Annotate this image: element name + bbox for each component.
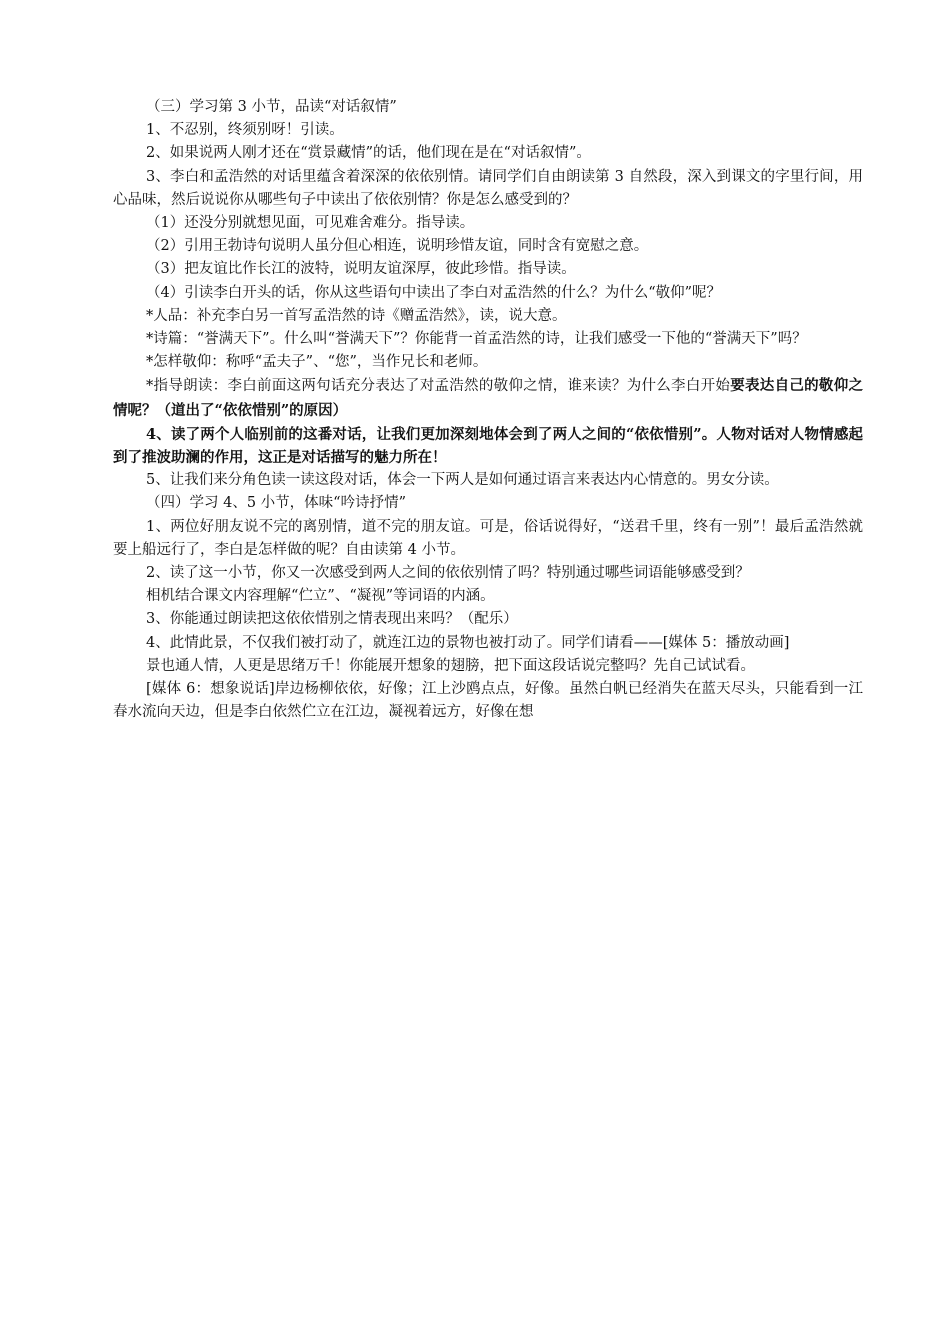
note-respect: *怎样敬仰：称呼“孟夫子”、“您”，当作兄长和老师。 — [146, 354, 488, 371]
paragraph-10: 4、此情此景，不仅我们被打动了，就连江边的景物也被打动了。同学们请看——[媒体 5：播放动画] — [146, 634, 790, 651]
document-page — [113, 96, 863, 724]
paragraph-11: 景也通人情，人更是思绪万千！你能展开想象的翅膀，把下面这段话说完整吗？先自己试试看。 — [146, 657, 755, 674]
reading-guide-bold-text: 要表达自己的敬仰之情呢？（道出了“依依惜别”的原因） — [113, 377, 864, 419]
sub-item-1: （1）还没分别就想见面，可见难舍难分。指导读。 — [146, 215, 475, 232]
paragraph-6: 1、两位好朋友说不完的离别情，道不完的朋友谊。可是，俗话说得好，“送君千里，终有一别”！最后孟浩然就要上船远行了，李白是怎样做的呢？自由读第 4 小节。 — [113, 518, 863, 558]
section-heading-4: （四）学习 4、5 小节，体味“吟诗抒情” — [146, 495, 406, 512]
paragraph-9: 3、你能通过朗读把这依依惜别之情表现出来吗？（配乐） — [146, 611, 518, 628]
sub-item-2: （2）引用王勃诗句说明人虽分但心相连，说明珍惜友谊，同时含有宽慰之意。 — [146, 238, 649, 255]
paragraph-7: 2、读了这一小节，你又一次感受到两人之间的依依别情了吗？特别通过哪些词语能够感受到？ — [146, 565, 750, 582]
reading-guide-text: *指导朗读：李白前面这两句话充分表达了对孟浩然的敬仰之情，谁来读？为什么李白开始 — [146, 378, 731, 395]
sub-item-4: （4）引读李白开头的话，你从这些语句中读出了李白对孟浩然的什么？为什么“敬仰”呢？ — [146, 284, 722, 301]
paragraph-5: 5、让我们来分角色读一读这段对话，体会一下两人是如何通过语言来表达内心情意的。男女分读。 — [146, 472, 779, 489]
paragraph-8: 相机结合课文内容理解“伫立”、“凝视”等词语的内涵。 — [146, 588, 495, 605]
note-character: *人品：补充李白另一首写孟浩然的诗《赠孟浩然》，读，说大意。 — [146, 307, 567, 324]
paragraph-3: 3、李白和孟浩然的对话里蕴含着深深的依依别情。请同学们自由朗读第 3 自然段，深入到课文的字里行间，用心品味，然后说说你从哪些句子中读出了依依别情？你是怎么感受到的？ — [113, 168, 863, 208]
sub-item-3: （3）把友谊比作长江的波特，说明友谊深厚，彼此珍惜。指导读。 — [146, 261, 576, 278]
note-reading-guide — [113, 374, 863, 422]
paragraph-12: [媒体 6：想象说话]岸边杨柳依依，好像；江上沙鸥点点，好像。虽然白帆已经消失在蓝天尽头，只能看到一江春水流向天边，但是李白依然伫立在江边，凝视着远方，好像在想 — [113, 681, 863, 721]
note-poems: *诗篇：“誉满天下”。什么叫“誉满天下”？你能背一首孟浩然的诗，让我们感受一下他的“誉满天下”吗？ — [146, 331, 807, 348]
section-heading-3: （三）学习第 3 小节，品读“对话叙情” — [146, 99, 397, 115]
paragraph-2: 2、如果说两人刚才还在“赏景藏情”的话，他们现在是在“对话叙情”。 — [146, 145, 591, 162]
paragraph-4-bold: 4、读了两个人临别前的这番对话，让我们更加深刻地体会到了两人之间的“依依惜别”。人物对话对人物情感起到了推波助澜的作用，这正是对话描写的魅力所在！ — [113, 425, 863, 467]
paragraph-1: 1、不忍别，终须别呀！引读。 — [146, 122, 344, 139]
